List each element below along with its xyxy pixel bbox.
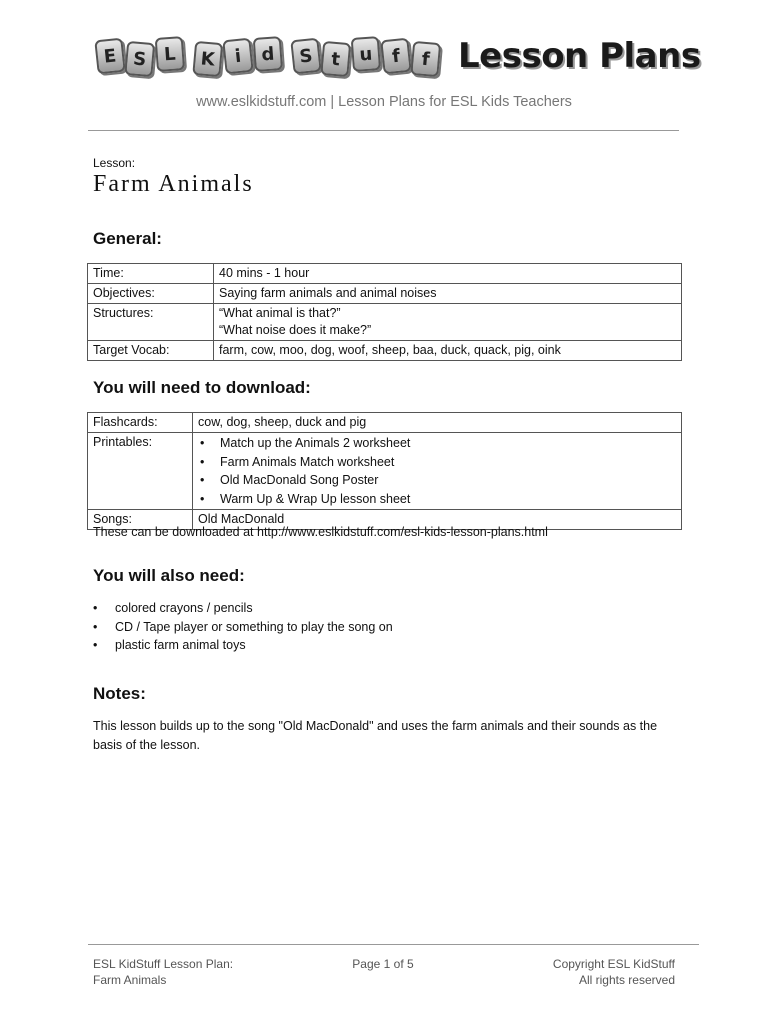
row-value: farm, cow, moo, dog, woof, sheep, baa, duck, quack, pig, oink <box>214 341 682 361</box>
row-key: Time: <box>88 264 214 284</box>
lesson-label: Lesson: <box>93 156 136 170</box>
general-heading: General: <box>93 229 162 248</box>
header-divider <box>88 130 679 131</box>
row-value <box>193 433 682 510</box>
row-value: Saying farm animals and animal noises <box>214 284 682 304</box>
row-value: cow, dog, sheep, duck and pig <box>193 413 682 433</box>
footer-left <box>93 956 233 988</box>
lesson-title: Farm Animals <box>93 171 254 197</box>
notes-heading: Notes: <box>93 684 146 703</box>
also-need-heading: You will also need: <box>93 566 245 585</box>
list-item: • CD / Tape player or something to play the song on <box>93 618 393 637</box>
tagline: www.eslkidstuff.com | Lesson Plans for ESL Kids Teachers <box>196 94 572 110</box>
list-item: • plastic farm animal toys <box>93 636 393 655</box>
list-item: • Old MacDonald Song Poster <box>198 471 676 490</box>
logo <box>96 30 701 82</box>
logo-tile: K <box>192 41 223 77</box>
list-item: • colored crayons / pencils <box>93 599 393 618</box>
general-table <box>87 263 682 361</box>
row-value: Old MacDonald <box>193 510 682 530</box>
notes-text: This lesson builds up to the song "Old MacDonald" and uses the farm animals and their sounds as the basis of the lesson. <box>93 719 658 752</box>
logo-tile: S <box>124 41 155 77</box>
printables-list <box>198 434 676 508</box>
table-row <box>88 341 682 361</box>
logo-tile: E <box>94 38 125 75</box>
logo-tile: u <box>351 36 381 72</box>
footer-right-line: Copyright ESL KidStuff <box>552 957 675 971</box>
row-value <box>214 304 682 341</box>
structure-line: “What noise does it make?” <box>219 323 372 337</box>
logo-title: Lesson Plans <box>458 36 701 76</box>
table-row <box>88 433 682 510</box>
download-heading: You will need to download: <box>93 378 311 397</box>
row-key: Objectives: <box>88 284 214 304</box>
row-key: Printables: <box>88 433 193 510</box>
logo-tile: f <box>380 38 411 75</box>
download-note: These can be downloaded at http://www.eslkidstuff.com/esl-kids-lesson-plans.html <box>93 525 548 539</box>
footer-divider <box>88 944 699 945</box>
table-row <box>88 304 682 341</box>
footer-right-line: All rights reserved <box>578 973 675 987</box>
logo-tile: d <box>253 36 283 72</box>
table-row <box>88 264 682 284</box>
logo-tile: S <box>290 38 321 75</box>
list-item: • Match up the Animals 2 worksheet <box>198 434 676 453</box>
logo-tiles <box>96 39 442 73</box>
list-item: • Warm Up & Wrap Up lesson sheet <box>198 490 676 509</box>
row-value: 40 mins - 1 hour <box>214 264 682 284</box>
row-key: Structures: <box>88 304 214 341</box>
footer-left-line: Farm Animals <box>93 973 167 987</box>
table-row <box>88 284 682 304</box>
logo-tile: L <box>155 36 185 72</box>
footer-right <box>553 956 675 988</box>
page-number: Page 1 of 5 <box>352 957 414 971</box>
logo-tile: i <box>222 38 253 75</box>
structure-line: “What animal is that?” <box>219 306 341 320</box>
table-row <box>88 413 682 433</box>
also-need-list <box>93 599 393 655</box>
list-item: • Farm Animals Match worksheet <box>198 453 676 472</box>
footer-left-line: ESL KidStuff Lesson Plan: <box>93 957 234 971</box>
logo-tile: t <box>320 41 351 77</box>
row-key: Songs: <box>88 510 193 530</box>
download-table <box>87 412 682 530</box>
row-key: Target Vocab: <box>88 341 214 361</box>
row-key: Flashcards: <box>88 413 193 433</box>
logo-tile: f <box>410 41 441 77</box>
